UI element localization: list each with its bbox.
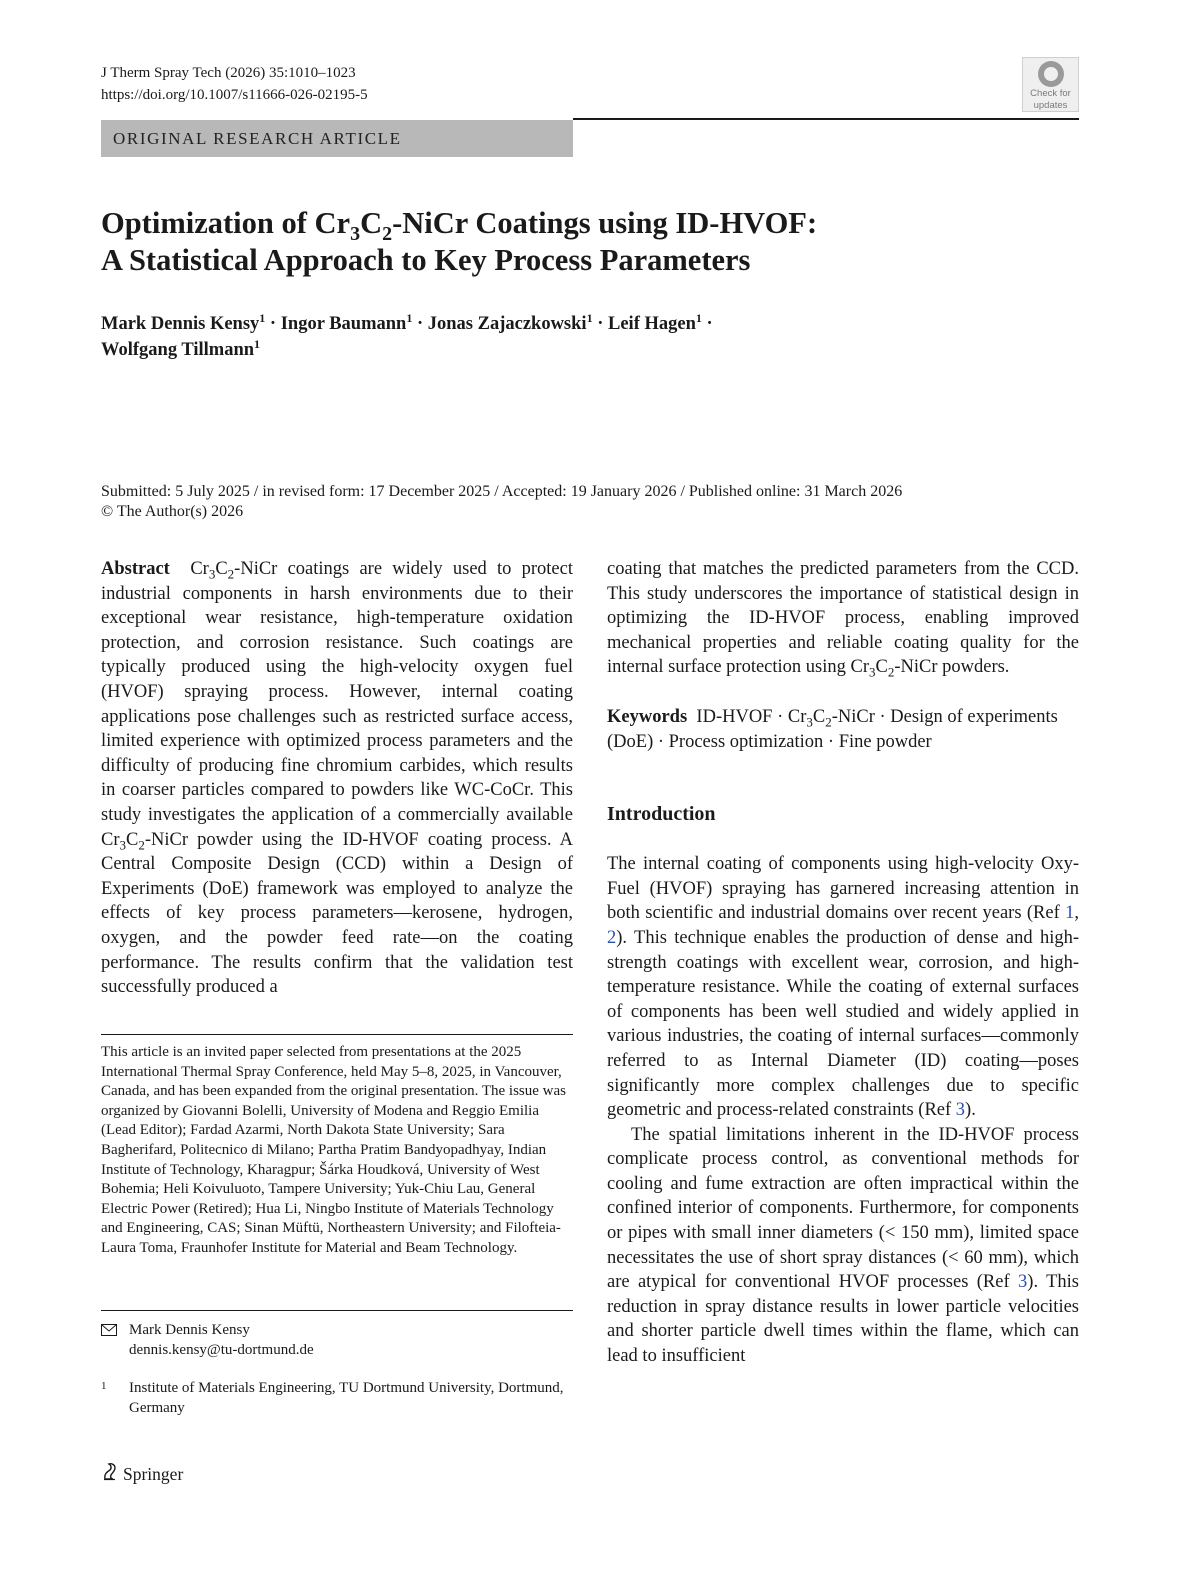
abstract-text: C <box>215 559 228 579</box>
check-updates-line2: updates <box>1033 100 1068 111</box>
subscript: 3 <box>869 665 876 681</box>
right-column <box>607 557 1079 1369</box>
intro-paragraph-2 <box>607 1123 1079 1369</box>
intro-text: ). This reduction in spray distance results in lower particle velocities and shorter particle dwell times within the flame, which can lead to insufficient <box>607 1272 1079 1367</box>
author-affiliation-mark: 1 <box>259 310 266 325</box>
header-rule <box>573 118 1079 120</box>
keywords-heading: Keywords <box>607 706 688 727</box>
abstract-text: coating that matches the predicted parameters from the CCD. This study underscores the importance of statistical design in optimizing the ID-HVOF process, enabling improved mechanical properties and reliable coating quality for the internal surface protection using Cr <box>607 559 1079 678</box>
abstract-text: C <box>126 829 139 850</box>
title-line-2: A Statistical Approach to Key Process Parameters <box>101 243 751 277</box>
subscript: 2 <box>138 837 145 853</box>
abstract-section <box>101 557 573 1000</box>
affiliation-number: 1 <box>101 1380 107 1392</box>
springer-horse-icon <box>101 1461 119 1486</box>
abstract-paragraph <box>101 557 573 1000</box>
subscript: 3 <box>806 714 813 730</box>
doi-link[interactable]: https://doi.org/10.1007/s11666-026-02195-5 <box>101 87 368 103</box>
author-name[interactable]: Mark Dennis Kensy <box>101 314 260 334</box>
author-affiliation-mark: 1 <box>254 336 261 351</box>
abstract-text: -NiCr coatings are widely used to protect industrial components in harsh environments due to their exceptional wear resistance, high-temperature oxidation protection, and corrosion resistance. Such coatings are typically produced using the high-velocity oxygen fuel (HVOF) spraying process. However, internal coating applications pose challenges such as restricted surface access, limited experience with optimized process parameters and the difficulty of producing fine chromium carbides, which results in coarser particles compared to powders like WC-CoCr. This study investigates the application of a commercially available Cr <box>101 559 573 850</box>
author-name[interactable]: Jonas Zajaczkowski <box>427 314 587 334</box>
contact-email[interactable]: dennis.kensy@tu-dortmund.de <box>129 1341 314 1358</box>
title-part: C <box>360 206 383 240</box>
keywords <box>607 705 1079 754</box>
title-part: -NiCr Coatings using ID-HVOF: <box>392 206 818 240</box>
author-name[interactable]: Ingor Baumann <box>280 314 407 334</box>
author-affiliation-mark: 1 <box>695 310 702 325</box>
abstract-text: -NiCr powders. <box>894 657 1010 678</box>
envelope-icon <box>101 1321 129 1360</box>
submission-dates: Submitted: 5 July 2025 / in revised form: 17 December 2025 / Accepted: 19 January 2026 / Published online: 31 March 2026 <box>101 483 903 500</box>
publisher-logo <box>101 1461 183 1486</box>
subscript: 3 <box>208 566 216 582</box>
article-type-banner: ORIGINAL RESEARCH ARTICLE <box>101 120 573 157</box>
author-affiliation-mark: 1 <box>586 310 593 325</box>
introduction-heading: Introduction <box>607 803 716 826</box>
corresponding-author <box>101 1321 573 1360</box>
contact-name: Mark Dennis Kensy <box>129 1322 250 1338</box>
reference-link[interactable]: 1 <box>1065 903 1075 924</box>
affiliation <box>101 1379 573 1418</box>
abstract-continuation <box>607 557 1079 680</box>
publisher-name: Springer <box>123 1463 184 1484</box>
reference-link[interactable]: 2 <box>607 927 617 948</box>
title-subscript: 2 <box>382 223 393 246</box>
title-subscript: 3 <box>350 223 361 246</box>
intro-text: The internal coating of components using high-velocity Oxy-Fuel (HVOF) spraying has garnered increasing attention in both scientific and industrial domains over recent years (Ref <box>607 854 1079 924</box>
intro-paragraph-1: The internal coating of components using high-velocity Oxy-Fuel (HVOF) spraying has garnered increasing attention in both scientific and industrial domains over recent years (Ref 1, 2). This technique enables the production of dense and high-strength coatings with excellent wear, corrosion, and high-temperature resistance. While the coating of external surfaces of components has been well studied and widely applied in various industries, the coating of internal surfaces—commonly referred to as Internal Diameter (ID) coating—poses significantly more complex challenges due to specific geometric and process-related constraints (Ref 3). <box>607 854 1079 1121</box>
subscript: 2 <box>227 566 235 582</box>
footnote-rule <box>101 1310 573 1311</box>
abstract-text: Cr <box>190 559 209 579</box>
intro-text: The spatial limitations inherent in the ID-HVOF process complicate process control, as conventional methods for cooling and fume extraction are often impractical within the confined interior of components. Furthermore, for components or pipes with small inner diameters (< 150 mm), limited space necessitates the use of short spray distances (< 60 mm), which are atypical for conventional HVOF processes (Ref <box>607 1124 1079 1293</box>
abstract-heading: Abstract <box>101 559 170 579</box>
paper-title <box>101 205 1101 279</box>
reference-link[interactable]: 3 <box>1018 1272 1028 1293</box>
author-list: Mark Dennis Kensy$^1$ · Ingor Baumann$^1$ · Jonas Zajaczkowski$^1$ · Leif Hagen$^1$ · Wolfgang Tillmann$^1$ <box>101 310 713 360</box>
abstract-text: -NiCr powder using the ID-HVOF coating process. A Central Composite Design (CCD) within a Design of Experiments (DoE) framework was employed to analyze the effects of key process parameters—kerosene, hydrogen, oxygen, and the powder feed rate—on the coating performance. The results confirm that the validation test successfully produced a <box>101 829 573 998</box>
title-part: Optimization of Cr <box>101 206 351 240</box>
crossmark-icon <box>1038 61 1064 87</box>
intro-text: ). This technique enables the production of dense and high-strength coatings with excellent wear, corrosion, and high-temperature resistance. While the coating of external surfaces of components has been well studied and widely applied in various industries, the coating of internal surfaces—commonly referred to as Internal Diameter (ID) coating—poses significantly more complex challenges due to specific geometric and process-related constraints (Ref <box>607 927 1079 1121</box>
invited-paper-footnote: This article is an invited paper selected from presentations at the 2025 International Thermal Spray Conference, held May 5–8, 2025, in Vancouver, Canada, and has been expanded from the original presentation. The issue was organized by Giovanni Bolelli, University of Modena and Reggio Emilia (Lead Editor); Fardad Azarmi, North Dakota State University; Sara Bagherifard, Politecnico di Milano; Partha Pratim Bandyopadhyay, Indian Institute of Technology, Kharagpur; Šárka Houdková, University of West Bohemia; Heli Koivuluoto, Tampere University; Yuk-Chiu Lau, General Electric Power (Retired); Hua Li, Ningbo Institute of Materials Technology and Engineering, CAS; Sinan Müftü, Northeastern University; and Filofteia-Laura Toma, Fraunhofer Institute for Material and Beam Technology. <box>101 1044 566 1256</box>
keywords-text: C <box>812 706 826 727</box>
subscript: 2 <box>825 714 832 730</box>
abstract-text: C <box>875 657 888 678</box>
keywords-text: ID-HVOF · Cr <box>696 706 807 727</box>
journal-citation: J Therm Spray Tech (2026) 35:1010–1023 <box>101 65 356 81</box>
author-affiliation-mark: 1 <box>406 310 413 325</box>
reference-link[interactable]: 3 <box>955 1100 966 1121</box>
check-for-updates-badge[interactable] <box>1022 57 1079 112</box>
check-updates-line1: Check for <box>1030 88 1071 99</box>
keywords-text: -NiCr · Design of experiments (DoE) · Process optimization · Fine powder <box>607 706 1058 752</box>
subscript: 2 <box>887 665 895 681</box>
subscript: 3 <box>119 837 126 853</box>
author-name[interactable]: Wolfgang Tillmann <box>101 340 255 360</box>
affiliation-text: Institute of Materials Engineering, TU Dortmund University, Dortmund, Germany <box>129 1380 564 1416</box>
author-name[interactable]: Leif Hagen <box>608 314 696 334</box>
copyright-notice: © The Author(s) 2026 <box>101 503 244 520</box>
footnote-rule <box>101 1034 573 1035</box>
